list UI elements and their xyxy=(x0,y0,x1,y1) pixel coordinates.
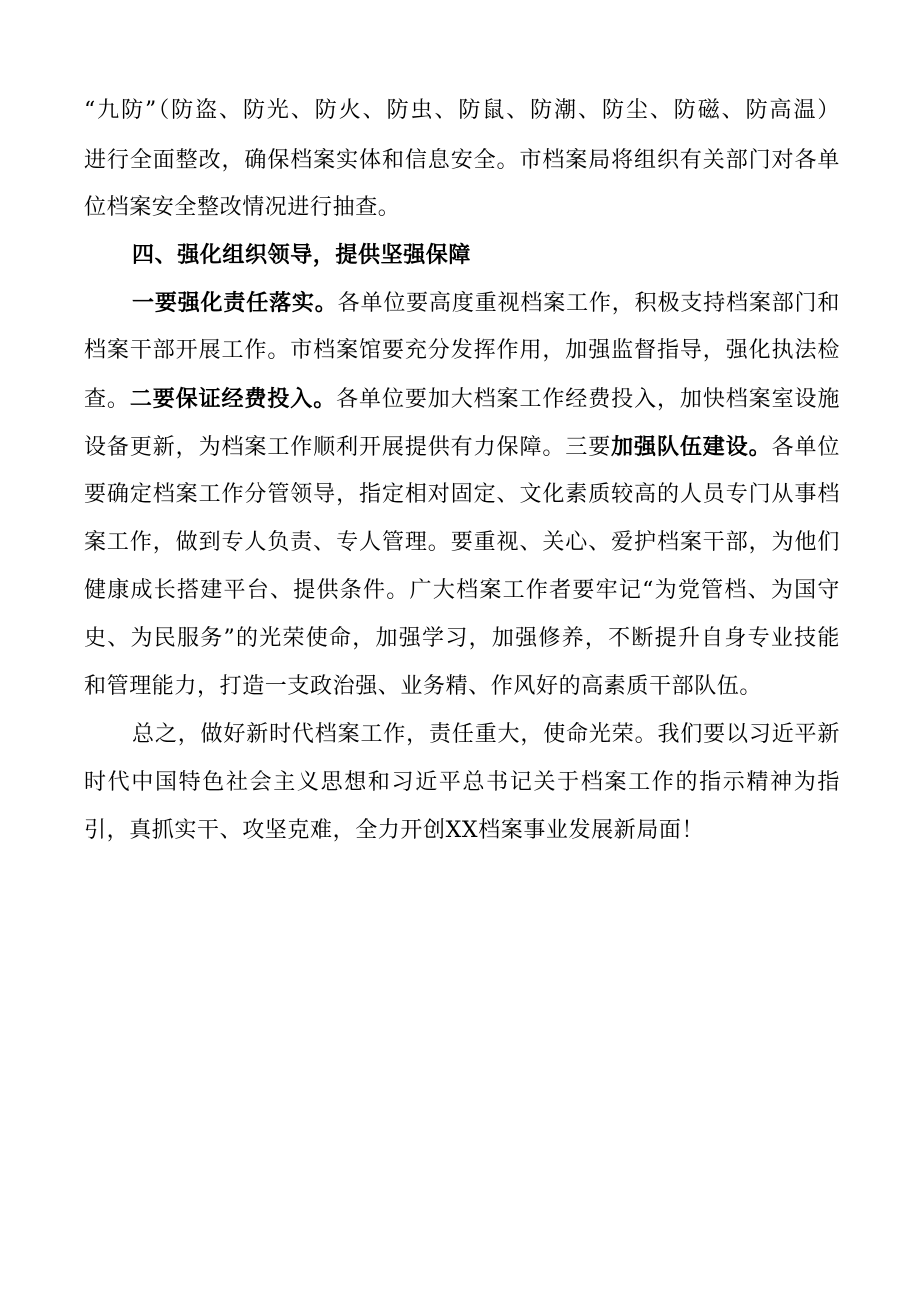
paragraph-line xyxy=(132,713,840,757)
paragraph-line xyxy=(132,281,840,325)
text-run: 设备更新，为档案工作顺利开展提供有力保障。三要 xyxy=(84,435,612,460)
paragraph-line xyxy=(84,569,840,613)
text-run: 健康成长搭建平台、提供条件。广大档案工作者要牢记“为党管档、为国守 xyxy=(84,578,840,603)
paragraph-line xyxy=(84,186,840,230)
paragraph-line xyxy=(84,473,840,517)
paragraph-line xyxy=(84,329,840,373)
text-run: 引，真抓实干、攻坚克难，全力开创XX档案事业发展新局面！ xyxy=(84,818,705,843)
paragraph-line xyxy=(84,89,840,133)
bold-run: 加强队伍建设。 xyxy=(611,434,772,460)
paragraph-line xyxy=(84,425,840,469)
text-run: 各单位 xyxy=(771,435,840,460)
text-run: “九防”（防盗、防光、防火、防虫、防鼠、防潮、防尘、防磁、防高温） xyxy=(84,98,840,123)
paragraph-line xyxy=(84,617,840,661)
text-run: 档案干部开展工作。市档案馆要充分发挥作用，加强监督指导，强化执法检 xyxy=(84,338,840,363)
text-run: 史、为民服务”的光荣使命，加强学习，加强修养，不断提升自身专业技能 xyxy=(84,626,840,651)
text-run: 要确定档案工作分管领导，指定相对固定、文化素质较高的人员专门从事档 xyxy=(84,482,840,507)
paragraph-line xyxy=(84,809,840,853)
text-run: 查。 xyxy=(84,387,130,412)
bold-run: 二要保证经费投入。 xyxy=(129,386,337,412)
paragraph-line xyxy=(84,139,840,183)
text-run: 进行全面整改，确保档案实体和信息安全。市档案局将组织有关部门对各单 xyxy=(84,148,840,173)
bold-run: 一要强化责任落实。 xyxy=(132,290,338,316)
section-heading xyxy=(132,233,840,277)
text-run: 位档案安全整改情况进行抽查。 xyxy=(84,195,401,220)
paragraph-line xyxy=(84,665,840,709)
paragraph-line xyxy=(84,761,840,805)
text-run: 时代中国特色社会主义思想和习近平总书记关于档案工作的指示精神为指 xyxy=(84,770,840,795)
text-run: 和管理能力，打造一支政治强、业务精、作风好的高素质干部队伍。 xyxy=(84,674,763,699)
text-run: 总之，做好新时代档案工作，责任重大，使命光荣。我们要以习近平新 xyxy=(132,722,840,747)
paragraph-line xyxy=(84,377,840,421)
text-run: 各单位要高度重视档案工作，积极支持档案部门和 xyxy=(337,291,840,316)
text-run: 各单位要加大档案工作经费投入，加快档案室设施 xyxy=(336,387,841,412)
section-heading-text: 四、强化组织领导，提供坚强保障 xyxy=(132,242,472,268)
text-run: 案工作，做到专人负责、专人管理。要重视、关心、爱护档案干部，为他们 xyxy=(84,530,840,555)
paragraph-line xyxy=(84,521,840,565)
